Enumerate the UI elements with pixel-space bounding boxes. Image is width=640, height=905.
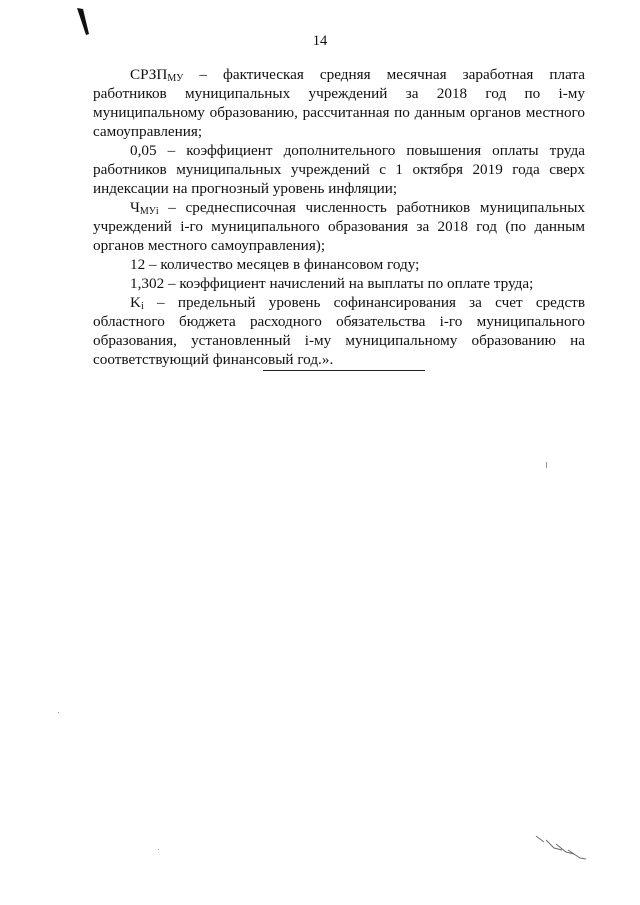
definition-coefficient-1302-text: 1,302 – коэффициент начислений на выплаты по оплате труда; [130, 275, 534, 292]
subscript-srzp: МУ [167, 73, 184, 84]
definition-cofinancing-level [93, 293, 585, 369]
symbol-headcount: Ч [130, 199, 140, 216]
definition-coefficient-005-text: 0,05 – коэффициент дополнительного повышения оплаты труда работников муниципальных учреждений с 1 октября 2019 года сверх индексации на прогнозный уровень инфляции; [93, 142, 585, 197]
definition-coefficient-005 [93, 141, 585, 198]
definition-cofinancing-level-text: – предельный уровень софинансирования за счет средств областного бюджета расходного обязательства i-го муниципального образования, установленный i-му муниципальному образованию на соответствующий финансовый год.». [93, 294, 585, 368]
page-number: 14 [312, 33, 328, 49]
symbol-cofinancing: K [130, 294, 141, 311]
subscript-headcount: МУi [139, 206, 159, 217]
subscript-cofinancing: i [140, 301, 144, 312]
definition-months [93, 255, 585, 274]
symbol-srzp: СРЗП [130, 66, 168, 83]
scan-corner-mark [74, 6, 94, 36]
definition-months-text: 12 – количество месяцев в финансовом году; [130, 256, 420, 273]
definition-srzp-text: – фактическая средняя месячная заработная плата работников муниципальных учреждений за 2018 год по i-му муниципальному образованию, рассчитанная по данным органов местного самоуправления; [93, 66, 585, 140]
definition-headcount-text: – среднесписочная численность работников муниципальных учреждений i-го муниципального образования за 2018 год (по данным органов местного самоуправления); [93, 199, 585, 254]
definition-coefficient-1302 [93, 274, 585, 293]
scan-speck [546, 462, 547, 468]
scan-speck [158, 849, 159, 850]
handwritten-scribble [532, 832, 588, 864]
definition-srzp [93, 65, 585, 141]
body-text [93, 65, 585, 369]
definition-headcount [93, 198, 585, 255]
end-separator-line [263, 370, 425, 371]
scan-speck [58, 712, 59, 713]
